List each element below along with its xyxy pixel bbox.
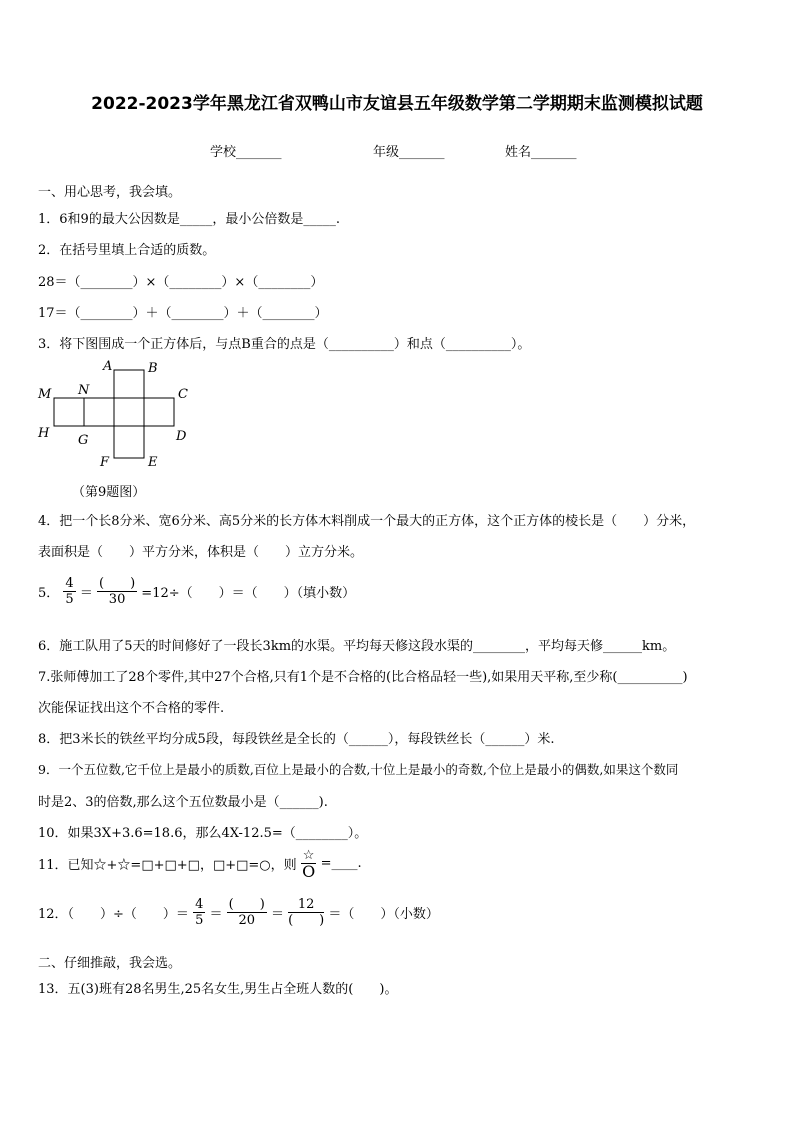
question-12: 12．（ ）÷（ ）＝ $\frac{4}{5}$ ＝ $\frac{( )}{20}$ ＝ $\frac{12}{( )}$ ＝（ ）（小数） xyxy=(38,897,439,928)
question-6: 6．施工队用了5天的时间修好了一段长3km的水渠。平均每天修这段水渠的________，平均每天修______km。 xyxy=(38,639,676,654)
label-c: C xyxy=(178,387,188,402)
question-11: 11．已知☆+☆=□+□+□，□+□=○，则 $\frac{☆}{O}$ =____. xyxy=(38,848,362,881)
question-5: 5． $\frac{4}{5}$ ＝ $\frac{( )}{30}$ =12÷（ ）＝（ ）（填小数） xyxy=(38,576,356,607)
figure-caption: （第9题图） xyxy=(72,485,146,500)
label-m: M xyxy=(38,387,52,402)
question-5-prefix: 5． xyxy=(38,586,60,601)
school-field: 学校_______ xyxy=(210,145,282,160)
fraction-12-blank: $\frac{12}{( )}$ xyxy=(288,897,325,928)
label-a: A xyxy=(103,359,113,374)
label-e: E xyxy=(148,455,158,470)
question-1: 1．6和9的最大公因数是_____，最小公倍数是_____. xyxy=(38,212,340,227)
question-13: 13．五(3)班有28名男生,25名女生,男生占全班人数的( )。 xyxy=(38,982,398,997)
question-9-line-2: 时是2、3的倍数,那么这个五位数最小是（______). xyxy=(38,795,328,810)
question-3: 3．将下图围成一个正方体后，与点B重合的点是（__________）和点（__________）。 xyxy=(38,337,531,352)
label-d: D xyxy=(176,429,187,444)
grade-field: 年级_______ xyxy=(373,145,445,160)
section-1-heading: 一、用心思考，我会填。 xyxy=(38,185,182,200)
fraction-blank-20: $\frac{( )}{20}$ xyxy=(228,897,265,928)
question-7-line-2: 次能保证找出这个不合格的零件. xyxy=(38,701,225,716)
question-8: 8．把3米长的铁丝平均分成5段，每段铁丝是全长的（______），每段铁丝长（______）米. xyxy=(38,732,555,747)
question-4-line-1: 4．把一个长8分米、宽6分米、高5分米的长方体木料削成一个最大的正方体，这个正方体的棱长是（ ）分米， xyxy=(38,514,696,529)
cube-net-figure xyxy=(30,356,200,472)
label-h: H xyxy=(38,426,50,441)
label-g: G xyxy=(78,433,89,448)
question-7-line-1: 7.张师傅加工了28个零件,其中27个合格,只有1个是不合格的(比合格品轻一些),如果用天平称,至少称(__________) xyxy=(38,670,688,685)
question-2: 2．在括号里填上合适的质数。 xyxy=(38,243,216,258)
question-4-line-2: 表面积是（ ）平方分米，体积是（ ）立方分米。 xyxy=(38,545,364,560)
fraction-4-5: $\frac{4}{5}$ xyxy=(65,576,74,607)
fraction-blank-30: $\frac{( )}{30}$ xyxy=(99,576,136,607)
cube-net-lines xyxy=(54,370,174,458)
page-title: 2022-2023学年黑龙江省双鸭山市友谊县五年级数学第二学期期末监测模拟试题 xyxy=(91,94,703,114)
question-9-line-1: 9．一个五位数,它千位上是最小的质数,百位上是最小的合数,十位上是最小的奇数,个位上是最小的偶数,如果这个数同 xyxy=(38,762,679,777)
fraction-4-5-b: $\frac{4}{5}$ xyxy=(195,897,204,928)
label-f: F xyxy=(100,455,110,470)
fraction-star-circle: $\frac{☆}{O}$ xyxy=(302,848,316,881)
section-2-heading: 二、仔细推敲，我会选。 xyxy=(38,956,182,971)
question-10: 10．如果3X+3.6=18.6，那么4X-12.5=（________）。 xyxy=(38,826,368,841)
question-2a: 28＝（________）×（________）×（________） xyxy=(38,275,324,290)
label-n: N xyxy=(78,383,90,398)
name-field: 姓名_______ xyxy=(505,145,577,160)
question-2b: 17＝（________）＋（________）＋（________） xyxy=(38,306,328,321)
label-b: B xyxy=(148,361,158,376)
